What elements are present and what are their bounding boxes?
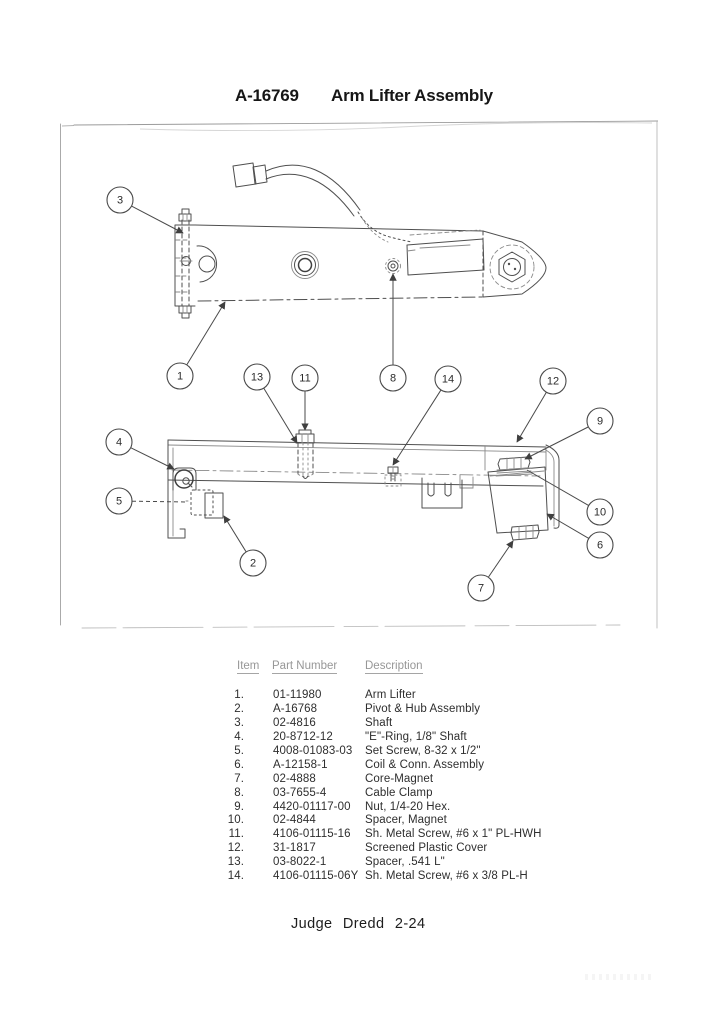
table-row — [0, 814, 723, 828]
callout-number: 9 — [596, 415, 604, 428]
table-row — [0, 717, 723, 731]
callout-leader-line — [224, 516, 246, 552]
column-header-part-number: Part Number — [272, 660, 338, 672]
callout-7 — [468, 541, 513, 601]
item-cell: 13. — [227, 856, 244, 869]
description-cell: Sh. Metal Screw, #6 x 1" PL-HWH — [365, 828, 542, 841]
part-number-cell: 02-4844 — [273, 814, 316, 827]
nut-and-spacer — [496, 457, 532, 476]
description-cell: Screened Plastic Cover — [365, 842, 488, 855]
callout-number: 3 — [116, 194, 124, 207]
description-cell: Core-Magnet — [365, 772, 434, 785]
table-row — [0, 787, 723, 801]
table-row — [0, 870, 723, 884]
callout-4 — [106, 429, 174, 469]
table-row — [0, 759, 723, 773]
callout-11 — [292, 365, 318, 430]
description-cell: Cable Clamp — [365, 786, 433, 799]
arm-tip-hex-bolt — [483, 231, 546, 297]
part-number-cell: 20-8712-12 — [273, 730, 333, 743]
item-cell: 10. — [227, 814, 244, 827]
callout-number: 12 — [546, 375, 560, 388]
assembly-diagram — [60, 118, 658, 630]
item-cell: 12. — [227, 842, 244, 855]
assembly-part-number: A-16769 — [235, 86, 299, 105]
description-cell: Pivot & Hub Assembly — [365, 702, 481, 715]
part-number-cell: 4008-01083-03 — [273, 744, 353, 757]
callout-number: 13 — [250, 371, 264, 384]
frame-border — [61, 121, 659, 628]
callout-leader-line — [132, 501, 188, 502]
callout-number: 7 — [477, 582, 485, 595]
table-row — [0, 828, 723, 842]
column-header-item: Item — [237, 660, 260, 672]
page-title: Arm Lifter Assembly — [331, 86, 493, 105]
callout-13 — [244, 364, 297, 443]
item-cell: 11. — [228, 828, 244, 841]
page-footer: Judge Dredd 2-24 — [291, 916, 426, 932]
callout-3 — [107, 187, 183, 233]
callout-leader-line — [527, 470, 589, 506]
description-cell: Spacer, .541 L" — [365, 856, 445, 869]
diagram-svg — [60, 118, 658, 630]
core-magnet — [511, 525, 539, 540]
description-cell: Spacer, Magnet — [365, 814, 447, 827]
lead-wires — [266, 165, 412, 242]
callout-5 — [106, 488, 188, 514]
scan-smudge — [585, 974, 651, 980]
description-cell: Arm Lifter — [365, 689, 416, 701]
part-number-cell: 4420-01117-00 — [273, 800, 351, 813]
item-cell: 1. — [234, 689, 244, 701]
description-cell: Shaft — [365, 716, 393, 729]
callout-8 — [380, 274, 406, 391]
part-number-cell: 02-4888 — [273, 772, 316, 785]
top-view — [175, 163, 546, 318]
table-row — [0, 842, 723, 856]
part-number-cell: 03-8022-1 — [273, 856, 327, 869]
callout-leader-line — [525, 427, 588, 459]
table-row — [0, 689, 723, 703]
table-row — [0, 745, 723, 759]
callout-number: 6 — [596, 539, 604, 552]
table-row — [0, 856, 723, 870]
callout-leader-line — [488, 541, 513, 577]
part-number-cell: A-12158-1 — [273, 758, 328, 771]
callout-leader-line — [187, 302, 225, 365]
callout-leader-line — [547, 514, 589, 538]
part-number-cell: 03-7655-4 — [273, 786, 327, 799]
callout-number: 5 — [115, 495, 123, 508]
callout-number: 8 — [389, 372, 397, 385]
part-number-cell: 01-11980 — [273, 689, 322, 701]
connector-plug — [233, 163, 267, 187]
table-row — [0, 801, 723, 815]
callout-12 — [517, 368, 566, 442]
callout-leader-line — [264, 388, 297, 443]
e-ring-pivot — [173, 468, 196, 490]
callout-leader-line — [517, 392, 546, 442]
part-number-cell: 4106-01115-06Y — [273, 870, 359, 883]
item-cell: 5. — [234, 744, 244, 757]
description-cell: Sh. Metal Screw, #6 x 3/8 PL-H — [365, 870, 528, 883]
part-number-cell: 02-4816 — [273, 716, 316, 729]
description-cell: Set Screw, 8-32 x 1/2" — [365, 744, 481, 757]
callout-10 — [527, 470, 613, 525]
part-number-cell: A-16768 — [273, 702, 318, 715]
item-cell: 6. — [234, 758, 244, 771]
mounting-screw-and-spacer — [296, 430, 314, 479]
column-header-description: Description — [365, 660, 423, 672]
table-row — [0, 773, 723, 787]
callout-number: 2 — [249, 557, 257, 570]
item-cell: 9. — [234, 800, 244, 813]
magnet-spacer-block — [186, 490, 223, 518]
callout-number: 10 — [593, 506, 607, 519]
slot-bracket — [422, 478, 462, 508]
description-cell: Coil & Conn. Assembly — [365, 758, 485, 771]
callout-9 — [525, 408, 613, 459]
callout-number: 11 — [299, 372, 311, 385]
item-cell: 8. — [234, 786, 244, 799]
item-cell: 4. — [234, 730, 244, 743]
part-number-cell: 4106-01115-16 — [273, 828, 351, 841]
item-cell: 7. — [234, 772, 244, 785]
item-cell: 2. — [234, 702, 244, 715]
hub-bearing — [292, 252, 319, 279]
table-row — [0, 703, 723, 717]
callout-2 — [224, 516, 266, 576]
parts-table-body — [0, 689, 723, 884]
arm-body — [195, 225, 483, 301]
callout-leader-line — [132, 206, 183, 233]
callout-number: 1 — [176, 370, 184, 383]
channel-body — [168, 440, 546, 538]
callout-number: 4 — [115, 436, 123, 449]
callout-leader-line — [393, 390, 441, 465]
clamp-screw-detail — [386, 259, 401, 274]
side-view — [168, 430, 559, 540]
description-cell: Nut, 1/4-20 Hex. — [365, 800, 451, 813]
screened-cover — [407, 230, 484, 275]
item-cell: 14. — [227, 870, 244, 883]
part-number-cell: 31-1817 — [273, 842, 316, 855]
item-cell: 3. — [234, 716, 244, 729]
callout-1 — [167, 302, 225, 389]
table-row — [0, 731, 723, 745]
description-cell: "E"-Ring, 1/8" Shaft — [365, 730, 467, 743]
callout-number: 14 — [441, 373, 455, 386]
